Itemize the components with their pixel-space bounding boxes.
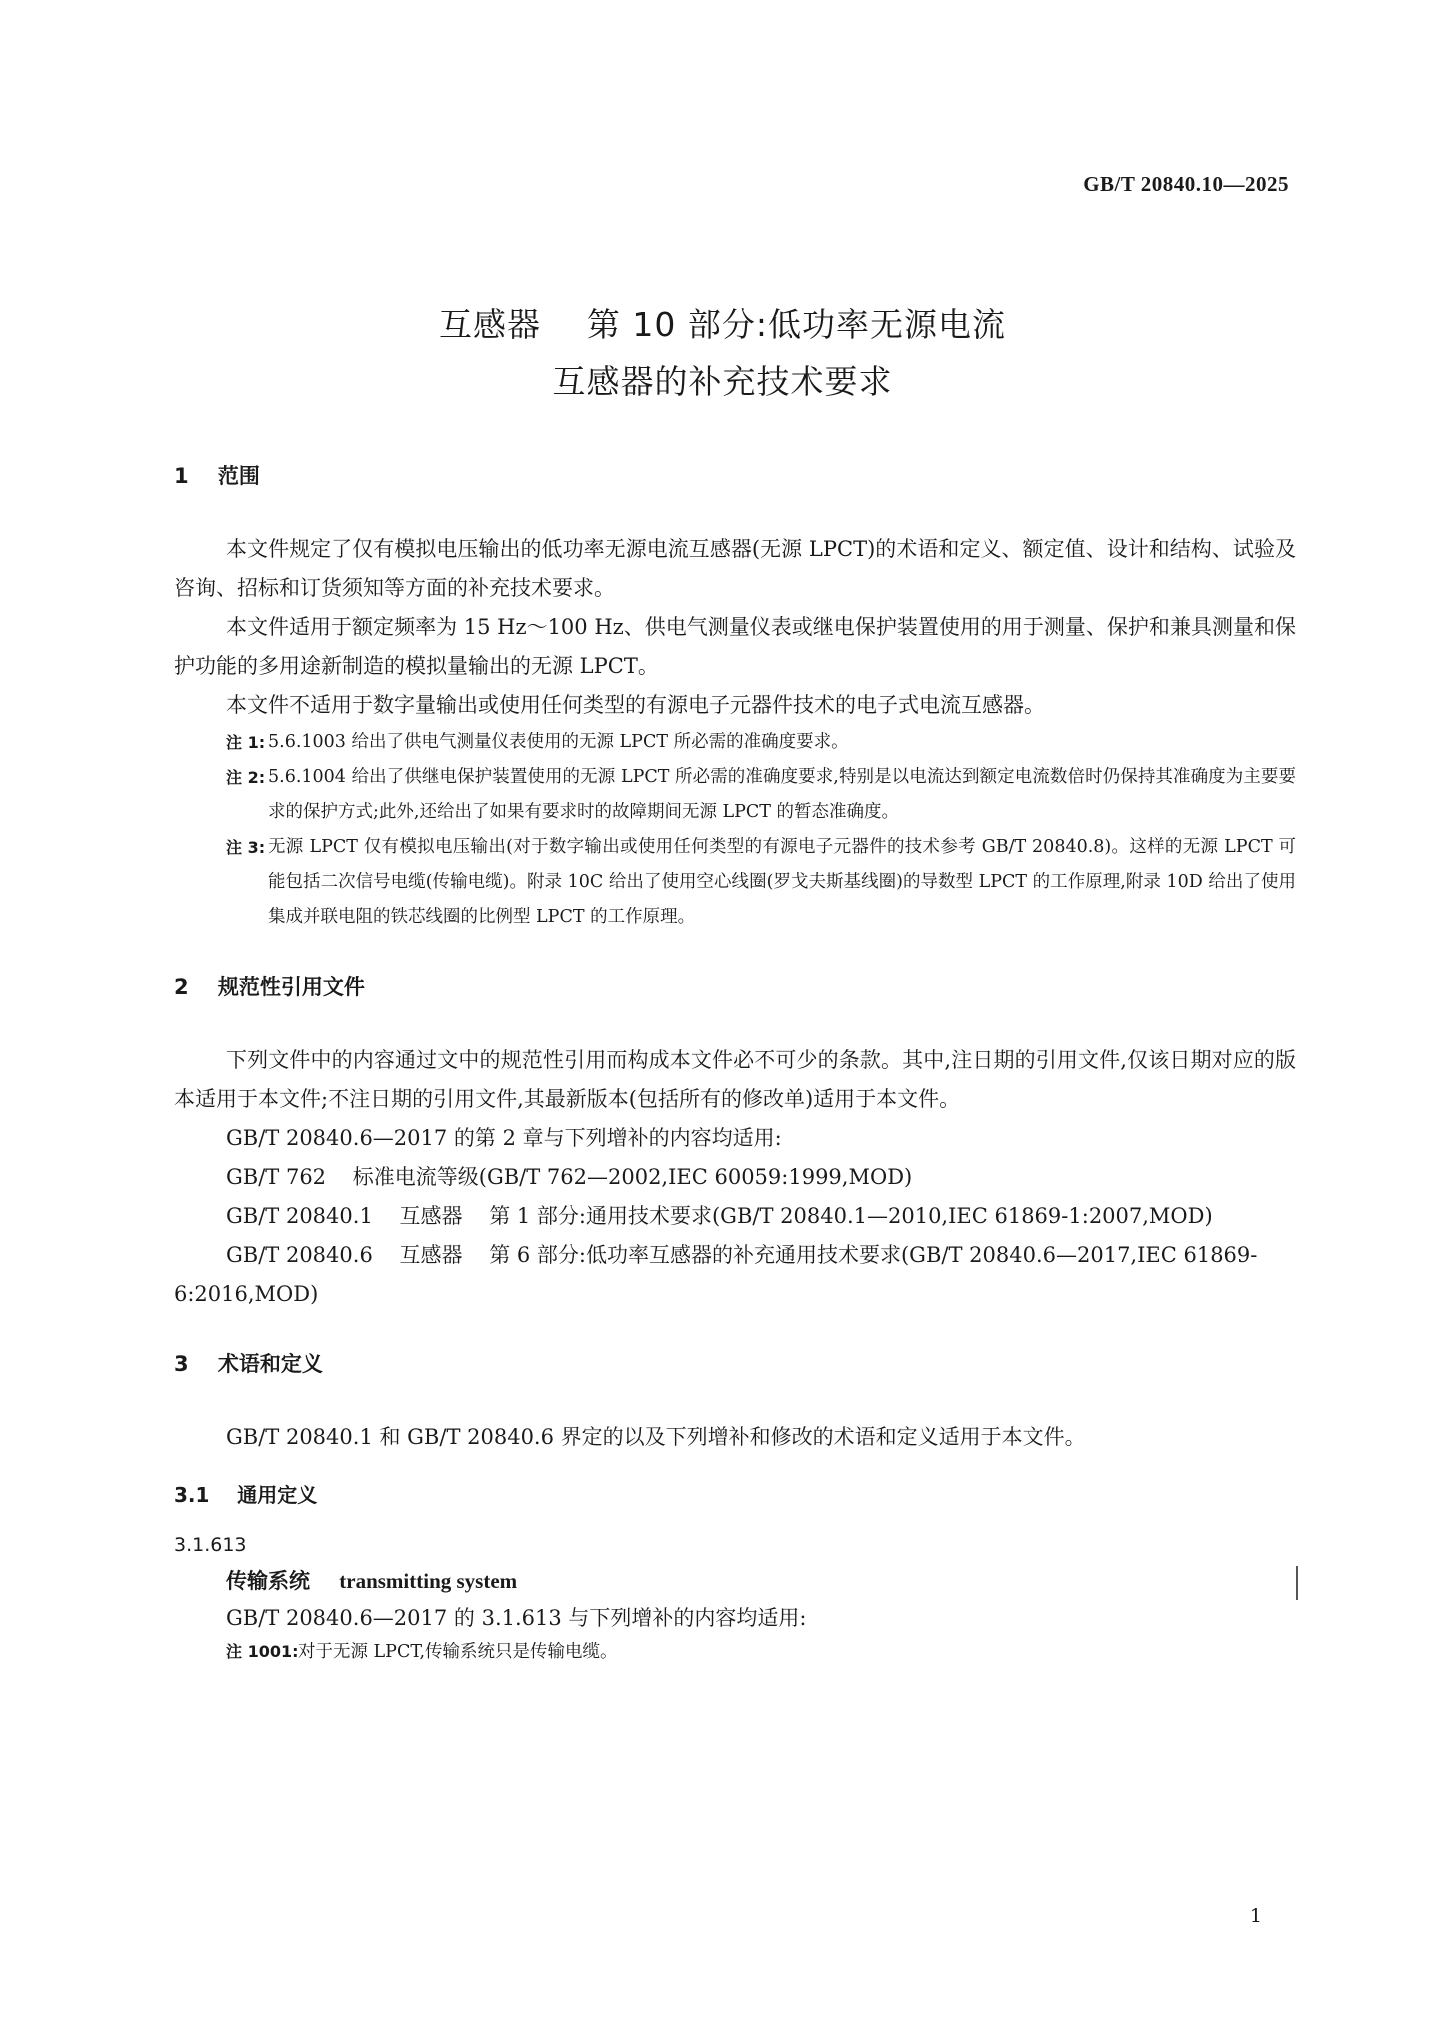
term-definition: GB/T 20840.6—2017 的 3.1.613 与下列增补的内容均适用:	[226, 1606, 807, 1630]
note-label: 注 1001:	[226, 1642, 299, 1661]
reference-item: GB/T 20840.6 互感器 第 6 部分:低功率互感器的补充通用技术要求(GB/T 20840.6—2017,IEC 61869-6:2016,MOD)	[174, 1243, 1258, 1306]
page-number: 1	[1249, 1905, 1262, 1927]
section-2-heading: 2 规范性引用文件	[174, 975, 365, 999]
document-title	[0, 296, 1445, 410]
title-line-2: 互感器的补充技术要求	[552, 362, 893, 401]
subsection-3-1-heading: 3.1 通用定义	[174, 1483, 318, 1507]
section-2-intro: 下列文件中的内容通过文中的规范性引用而构成本文件必不可少的条款。其中,注日期的引用文件,仅该日期对应的版本适用于本文件;不注日期的引用文件,其最新版本(包括所有的修改单)适用于本文件。	[174, 1048, 1296, 1111]
document-body	[174, 460, 1296, 1666]
note-label: 注 1:	[226, 733, 266, 752]
section-1-heading: 1 范围	[174, 464, 260, 488]
section-3-intro: GB/T 20840.1 和 GB/T 20840.6 界定的以及下列增补和修改的术语和定义适用于本文件。	[226, 1425, 1086, 1449]
reference-item: GB/T 20840.6—2017 的第 2 章与下列增补的内容均适用:	[226, 1126, 782, 1150]
note-2	[174, 760, 1296, 830]
standard-code: GB/T 20840.10—2025	[1083, 172, 1289, 196]
term-number: 3.1.613	[174, 1534, 247, 1556]
section-1-paragraph: 本文件不适用于数字量输出或使用任何类型的有源电子元器件技术的电子式电流互感器。	[226, 693, 1045, 717]
reference-item: GB/T 20840.1 互感器 第 1 部分:通用技术要求(GB/T 20840.1—2010,IEC 61869-1:2007,MOD)	[226, 1204, 1213, 1228]
revision-change-bar	[1296, 1566, 1298, 1600]
note-text: 对于无源 LPCT,传输系统只是传输电缆。	[298, 1642, 618, 1662]
title-line-1: 互感器 第 10 部分:低功率无源电流	[438, 305, 1007, 344]
note-text: 5.6.1003 给出了供电气测量仪表使用的无源 LPCT 所必需的准确度要求。	[268, 732, 849, 752]
note-text: 5.6.1004 给出了供继电保护装置使用的无源 LPCT 所必需的准确度要求,特别是以电流达到额定电流数倍时仍保持其准确度为主要要求的保护方式;此外,还给出了如果有要求时的故障期间无源 LPCT 的暂态准确度。	[268, 767, 1296, 822]
section-1-paragraph: 本文件适用于额定频率为 15 Hz～100 Hz、供电气测量仪表或继电保护装置使用的用于测量、保护和兼具测量和保护功能的多用途新制造的模拟量输出的无源 LPCT。	[174, 615, 1296, 678]
note-label: 注 2:	[226, 768, 266, 787]
note-1	[174, 725, 1296, 760]
reference-item: GB/T 762 标准电流等级(GB/T 762—2002,IEC 60059:1999,MOD)	[226, 1165, 913, 1189]
term-name-en: transmitting system	[339, 1569, 518, 1593]
section-1-paragraph: 本文件规定了仅有模拟电压输出的低功率无源电流互感器(无源 LPCT)的术语和定义、额定值、设计和结构、试验及咨询、招标和订货须知等方面的补充技术要求。	[174, 537, 1296, 600]
term-name-cn: 传输系统	[226, 1569, 310, 1593]
section-3-heading: 3 术语和定义	[174, 1352, 323, 1376]
term-note	[174, 1638, 1296, 1666]
note-text: 无源 LPCT 仅有模拟电压输出(对于数字输出或使用任何类型的有源电子元器件的技术参考 GB/T 20840.8)。这样的无源 LPCT 可能包括二次信号电缆(传输电缆)。附录 10C 给出了使用空心线圈(罗戈夫斯基线圈)的导数型 LPCT 的工作原理,附录 10D 给出了使用集成并联电阻的铁芯线圈的比例型 LPCT 的工作原理。	[268, 837, 1296, 927]
note-3	[174, 830, 1296, 935]
note-label: 注 3:	[226, 838, 266, 857]
term-name	[174, 1564, 1296, 1598]
